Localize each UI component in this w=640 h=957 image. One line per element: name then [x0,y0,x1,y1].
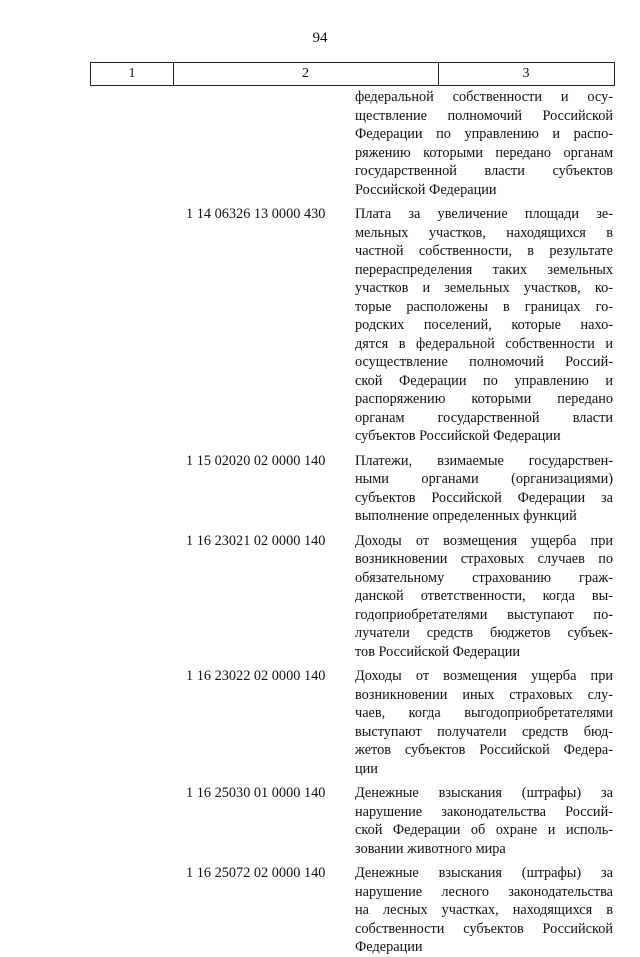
table-header [90,62,615,86]
description-line: перераспределения таких земельных [355,261,613,278]
description-line: жетов субъектов Российской Федера- [355,742,613,758]
description-line: возникновении страховых случаев по [355,551,613,567]
revenue-code: 1 15 02020 02 0000 140 [186,452,326,469]
description-line: Денежные взыскания (штрафы) за [355,865,613,881]
table-row [90,532,615,662]
column-header-2: 2 [173,63,439,85]
description-line: ской Федерации по управлению и [355,372,613,389]
description-line: возникновении иных страховых слу- [355,686,613,703]
description-line: участков и земельных участков, ко- [355,280,613,296]
description-line: ской Федерации об охране и исполь- [355,822,613,838]
description-line: тов Российской Федерации [355,643,521,660]
revenue-code: 1 14 06326 13 0000 430 [186,206,326,222]
table-row [90,452,615,526]
description-line: ществление полномочий Российской [355,107,613,124]
description-line: выполнение определенных функций [355,508,577,524]
table-row [90,88,615,199]
revenue-code: 1 16 23021 02 0000 140 [186,532,326,549]
description-line: нарушение законодательства Россий- [355,803,613,820]
table-body [90,88,615,957]
description-line: дятся в федеральной собственности и [355,335,613,352]
column-header-3: 3 [522,66,530,81]
description-line: собственности субъектов Российской [355,920,613,937]
revenue-description [355,205,613,446]
description-line: Федерации по управлению и распо- [355,126,613,142]
table-row [90,784,615,858]
table-row [90,864,615,957]
description-line: Плата за увеличение площади зе- [355,206,613,222]
description-line: выступают получатели средств бюд- [355,723,613,740]
description-line: годоприобретателями выступают по- [355,606,613,623]
description-line: данской ответственности, когда вы- [355,588,613,604]
description-line: Федерации [355,939,423,955]
revenue-code: 1 16 25030 01 0000 140 [186,785,326,801]
column-header-1: 1 [91,63,174,85]
description-line: родских поселений, которые нахо- [355,317,613,333]
description-line: на лесных участках, находящихся в [355,902,613,918]
description-line: ряжению которыми передано органам [355,144,613,161]
description-line: Российской Федерации [355,181,497,198]
description-line: чаев, когда выгодоприобретателями [355,705,613,721]
description-line: Доходы от возмещения ущерба при [355,532,613,549]
revenue-description [355,532,613,662]
revenue-code: 1 16 25072 02 0000 140 [186,865,326,881]
description-line: обязательному страхованию граж- [355,569,613,586]
description-line: ции [355,760,378,777]
description-line: лучатели средств бюджетов субъек- [355,625,613,641]
description-line: органам государственной власти [355,409,613,426]
description-line: нарушение лесного законодательства [355,883,613,900]
description-line: ными органами (организациями) [355,471,613,487]
description-line: осуществление полномочий Россий- [355,354,613,370]
description-line: Денежные взыскания (штрафы) за [355,785,613,801]
description-line: торые расположены в границах го- [355,298,613,315]
revenue-code: 1 16 23022 02 0000 140 [186,668,326,684]
description-line: субъектов Российской Федерации за [355,489,613,506]
description-line: Платежи, взимаемые государствен- [355,452,613,469]
description-line: федеральной собственности и осу- [355,89,613,105]
page-number: 94 [312,30,328,46]
description-line: зовании животного мира [355,840,506,857]
description-line: Доходы от возмещения ущерба при [355,668,613,684]
description-line: распоряжению которыми передано [355,391,613,407]
description-line: государственной власти субъектов [355,163,613,179]
revenue-description [355,88,613,199]
description-line: частной собственности, в результате [355,243,613,259]
description-line: субъектов Российской Федерации [355,428,561,444]
table-row [90,667,615,778]
table-row [90,205,615,446]
description-line: мельных участков, находящихся в [355,224,613,241]
